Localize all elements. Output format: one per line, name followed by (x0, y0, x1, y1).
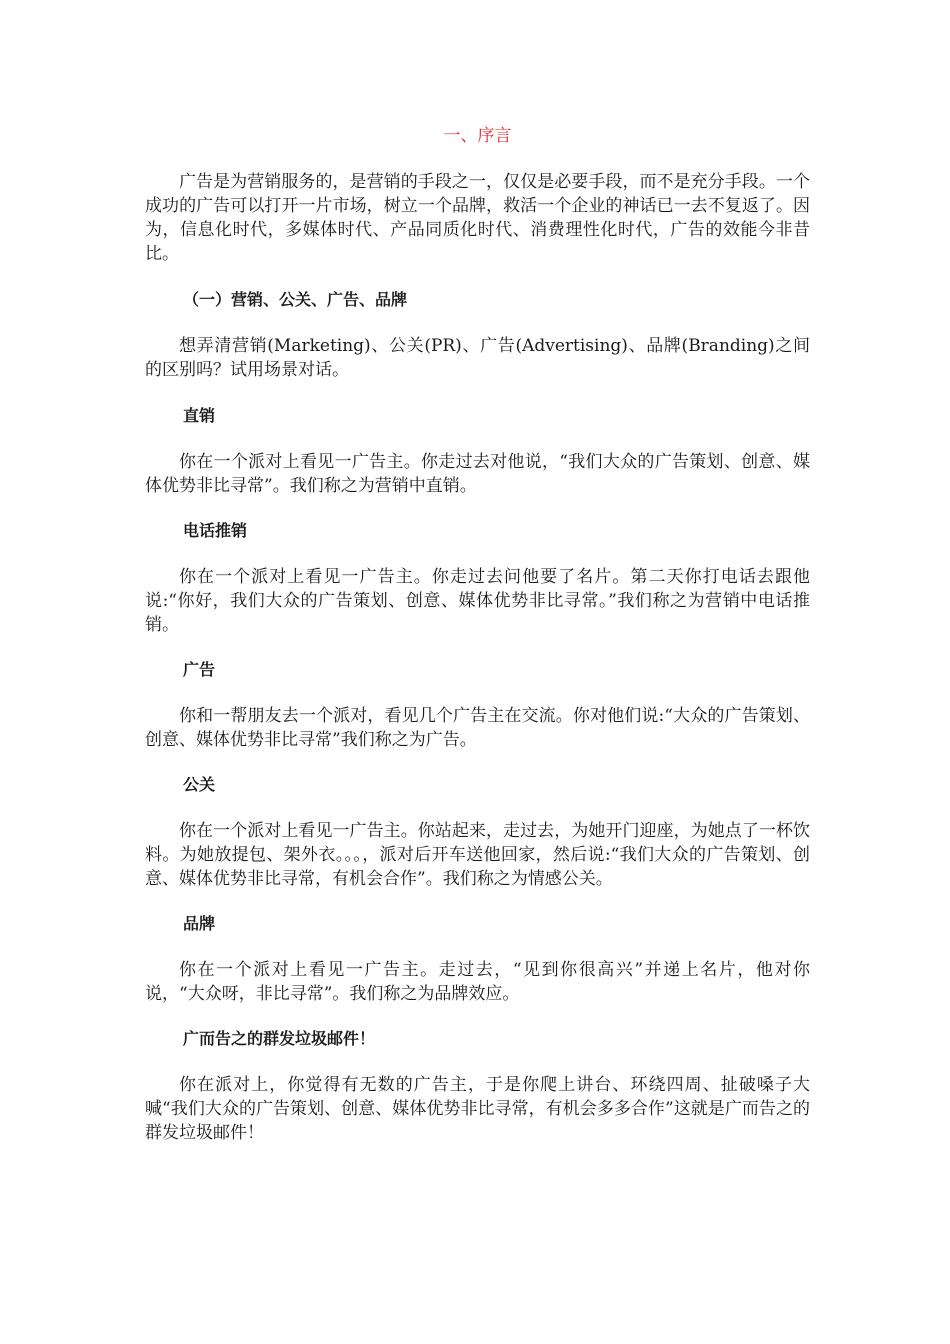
heading-public-relations: 公关 (183, 775, 216, 794)
document-body (145, 124, 810, 1145)
paragraph-telemarketing: 你在一个派对上看见一广告主。你走过去问他要了名片。第二天你打电话去跟他说:“你好，我们大众的广告策划、创意、媒体优势非比寻常。”我们称之为营销中电话推销。 (145, 567, 810, 635)
document-title: 一、序言 (443, 126, 512, 146)
section-heading: （一）营销、公关、广告、品牌 (183, 290, 408, 309)
section-intro-paragraph: 想弄清营销(Marketing)、公关(PR)、广告(Advertising)、品牌(Branding)之间的区别吗？试用场景对话。 (145, 336, 810, 380)
intro-paragraph: 广告是为营销服务的，是营销的手段之一，仅仅是必要手段，而不是充分手段。一个成功的广告可以打开一片市场，树立一个品牌，救活一个企业的神话已一去不复返了。因为，信息化时代，多媒体时代、产品同质化时代、消费理性化时代，广告的效能今非昔比。 (145, 172, 810, 264)
paragraph-branding: 你在一个派对上看见一广告主。走过去，“见到你很高兴”并递上名片，他对你说，“大众呀，非比寻常”。我们称之为品牌效应。 (145, 960, 810, 1004)
paragraph-public-relations: 你在一个派对上看见一广告主。你站起来，走过去，为她开门迎座，为她点了一杯饮料。为她放提包、架外衣。。。，派对后开车送他回家，然后说:“我们大众的广告策划、创意、媒体优势非比寻常，有机会合作”。我们称之为情感公关。 (145, 821, 810, 889)
paragraph-spam-email: 你在派对上，你觉得有无数的广告主，于是你爬上讲台、环绕四周、扯破嗓子大喊“我们大众的广告策划、创意、媒体优势非比寻常，有机会多多合作”这就是广而告之的群发垃圾邮件！ (145, 1075, 810, 1143)
paragraph-advertising: 你和一帮朋友去一个派对，看见几个广告主在交流。你对他们说:“大众的广告策划、创意、媒体优势非比寻常”我们称之为广告。 (145, 706, 810, 750)
heading-telemarketing: 电话推销 (183, 521, 248, 540)
heading-advertising: 广告 (183, 660, 216, 679)
heading-spam-email: 广而告之的群发垃圾邮件！ (183, 1029, 376, 1048)
paragraph-direct-sales: 你在一个派对上看见一广告主。你走过去对他说，“我们大众的广告策划、创意、媒体优势非比寻常”。我们称之为营销中直销。 (145, 452, 810, 496)
heading-branding: 品牌 (183, 914, 216, 933)
heading-direct-sales: 直销 (183, 406, 216, 425)
